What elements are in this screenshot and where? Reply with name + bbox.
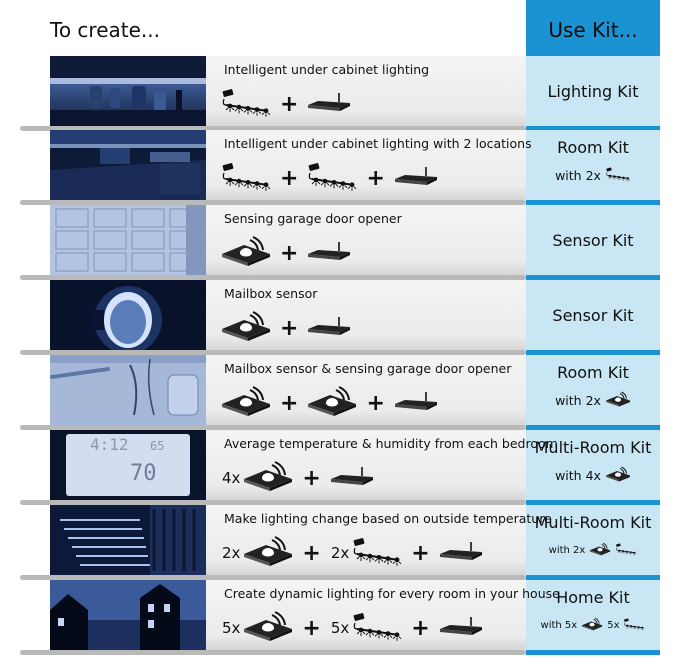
plus-sign: + [280, 240, 299, 266]
plus-sign: + [280, 315, 299, 341]
sensor-icon [605, 459, 631, 492]
lit-stairs-photo [50, 505, 206, 575]
sensor-icon [220, 311, 272, 345]
kit-recommendation [526, 505, 660, 575]
quantity-label: 5x [222, 619, 241, 637]
kit-name: Multi-Room Kit [534, 513, 652, 532]
house-at-night-photo [50, 580, 206, 650]
kit-extra [541, 609, 646, 642]
plus-sign: + [302, 540, 321, 566]
plus-sign: + [411, 540, 430, 566]
kit-extra-label: with 4x [555, 468, 601, 483]
scenario-title: Mailbox sensor [224, 286, 318, 301]
kit-recommendation [526, 280, 660, 350]
scenario-title: Intelligent under cabinet lighting [224, 62, 430, 77]
sensor-icon [605, 384, 631, 417]
svg-text:4:12: 4:12 [90, 435, 129, 454]
hub-router-icon [438, 615, 484, 641]
required-devices [220, 535, 484, 571]
kit-row [50, 280, 660, 350]
light-strip-icon [220, 161, 272, 195]
required-devices [220, 310, 352, 346]
kitchen-counter-photo [50, 130, 206, 200]
light-strip-icon [306, 161, 358, 195]
plus-sign: + [280, 91, 299, 117]
kit-recommendation [526, 130, 660, 200]
kit-recommendation [526, 580, 660, 650]
kit-extra [549, 534, 638, 567]
kit-recommendation [526, 56, 660, 126]
plus-sign: + [302, 465, 321, 491]
column-header-to-create: To create... [50, 18, 160, 42]
hub-router-icon [306, 315, 352, 341]
kit-row [50, 56, 660, 126]
required-devices [220, 235, 352, 271]
kit-row [50, 505, 660, 575]
kit-extra-label: with 5x [540, 620, 578, 631]
kit-row [50, 430, 660, 500]
sensor-icon [242, 611, 294, 645]
light-strip-icon [615, 534, 637, 567]
light-strip-icon [623, 609, 645, 642]
sensor-icon [242, 536, 294, 570]
thermostat-display-photo [50, 430, 206, 500]
light-strip-icon [605, 159, 631, 192]
required-devices [220, 385, 439, 421]
plus-sign: + [366, 165, 385, 191]
required-devices [220, 86, 352, 122]
light-strip-icon [220, 87, 272, 121]
kit-row [50, 205, 660, 275]
scenario-title: Average temperature & humidity from each bedroom [224, 436, 558, 451]
row-separator [20, 650, 526, 655]
kit-extra-label: with 2x [555, 393, 601, 408]
kit-name: Lighting Kit [547, 81, 639, 101]
garage-opener-photo [50, 355, 206, 425]
hub-router-icon [329, 465, 375, 491]
scenario-title: Mailbox sensor & sensing garage door opener [224, 361, 512, 376]
kit-separator [526, 650, 660, 655]
column-header-use-kit-panel [526, 0, 660, 56]
hub-router-icon [306, 240, 352, 266]
kit-extra [555, 384, 631, 417]
sensor-icon [220, 236, 272, 270]
kit-recommendation [526, 430, 660, 500]
light-strip-icon [351, 536, 403, 570]
hub-router-icon [306, 91, 352, 117]
svg-text:70: 70 [130, 461, 157, 486]
sensor-icon [581, 609, 603, 642]
kit-name: Multi-Room Kit [534, 438, 652, 457]
kit-row [50, 580, 660, 650]
svg-text:65: 65 [150, 439, 165, 453]
hub-router-icon [393, 390, 439, 416]
light-strip-icon [351, 611, 403, 645]
required-devices [220, 610, 484, 646]
kit-row [50, 130, 660, 200]
kitchen-cabinet-photo [50, 56, 206, 126]
garage-door-photo [50, 205, 206, 275]
quantity-label: 2x [330, 544, 350, 562]
kit-recommendation [526, 205, 660, 275]
sensor-icon [242, 461, 294, 495]
quantity-label: 2x [222, 544, 241, 562]
scenario-title: Create dynamic lighting for every room in your house [224, 586, 560, 601]
sensor-icon [306, 386, 358, 420]
mailbox-photo [50, 280, 206, 350]
required-devices [220, 160, 439, 196]
plus-sign: + [302, 615, 321, 641]
quantity-label: 5x [330, 619, 350, 637]
hub-router-icon [438, 540, 484, 566]
plus-sign: + [411, 615, 430, 641]
sensor-icon [220, 386, 272, 420]
kit-name: Sensor Kit [552, 305, 634, 325]
kit-row [50, 355, 660, 425]
column-header-use-kit: Use Kit... [548, 18, 638, 42]
kit-extra-label-2: 5x [607, 620, 620, 631]
kit-name: Room Kit [557, 138, 629, 157]
kit-recommendation [526, 355, 660, 425]
kit-extra-label: with 2x [555, 168, 601, 183]
kit-extra-label: with 2x [548, 545, 586, 556]
hub-router-icon [393, 165, 439, 191]
quantity-label: 4x [222, 469, 241, 487]
required-devices [220, 460, 375, 496]
kit-extra [555, 459, 631, 492]
kit-extra [555, 159, 631, 192]
scenario-title: Sensing garage door opener [224, 211, 402, 226]
kit-name: Home Kit [556, 588, 630, 607]
kit-name: Room Kit [557, 363, 629, 382]
plus-sign: + [280, 165, 299, 191]
kit-name: Sensor Kit [552, 230, 634, 250]
sensor-icon [589, 534, 611, 567]
scenario-title: Make lighting change based on outside temperature [224, 511, 552, 526]
scenario-title: Intelligent under cabinet lighting with 2 locations [224, 136, 532, 151]
plus-sign: + [280, 390, 299, 416]
plus-sign: + [366, 390, 385, 416]
